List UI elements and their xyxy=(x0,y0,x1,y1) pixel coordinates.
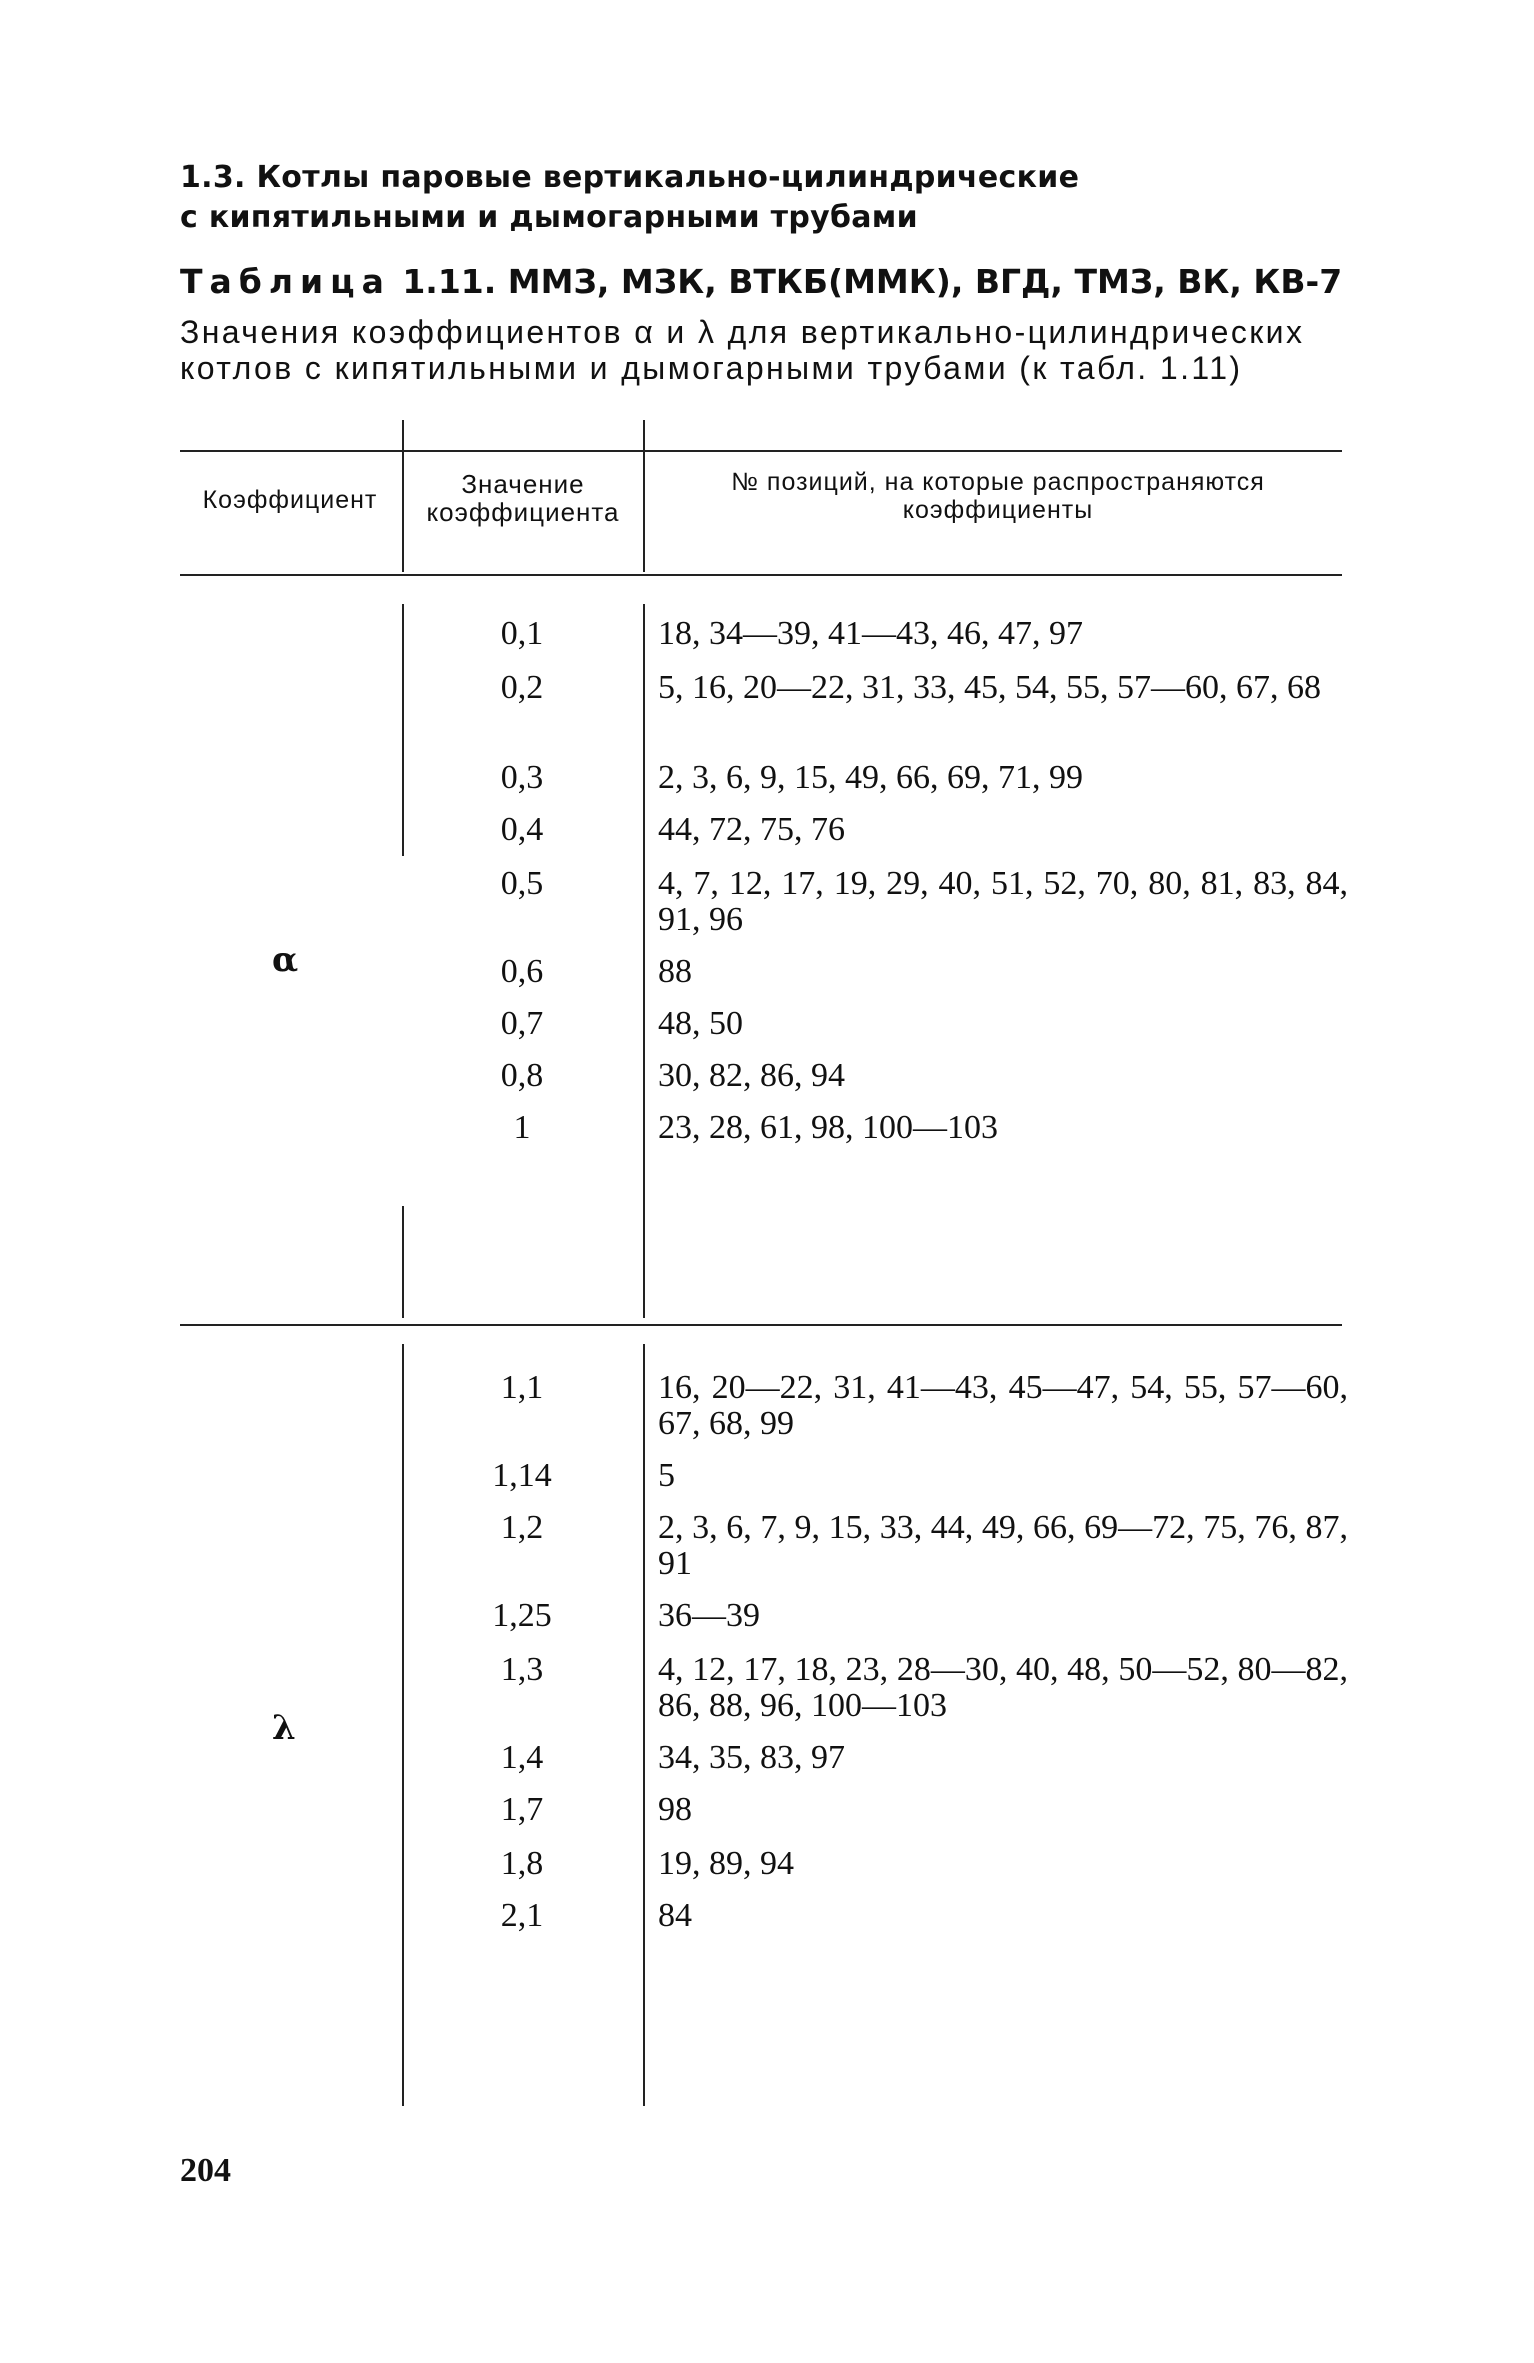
alpha-value-9: 1 xyxy=(513,1109,531,1146)
alpha-value-3: 0,3 xyxy=(500,759,544,796)
alpha-positions-4: 44, 72, 75, 76 xyxy=(658,811,845,848)
alpha-value-7: 0,7 xyxy=(500,1005,544,1042)
caption-line1: Значения коэффициентов α и λ для вертикально-цилиндрических xyxy=(180,314,1305,350)
alpha-positions-7: 48, 50 xyxy=(658,1005,743,1042)
lambda-value-2: 1,14 xyxy=(492,1457,552,1494)
header-bottom-rule xyxy=(180,574,1342,576)
alpha-value-2: 0,2 xyxy=(500,669,544,706)
lambda-value-3: 1,2 xyxy=(500,1509,544,1546)
lambda-divider-2 xyxy=(643,1344,645,2106)
table-caption xyxy=(180,314,1342,386)
alpha-value-6: 0,6 xyxy=(500,953,544,990)
alpha-value-8: 0,8 xyxy=(500,1057,544,1094)
header-positions xyxy=(648,468,1348,524)
header-coefficient: Коэффициент xyxy=(202,486,378,514)
lambda-positions-3: 2, 3, 6, 7, 9, 15, 33, 44, 49, 66, 69—72, 75, 76, 87, 91 xyxy=(658,1509,1348,1582)
alpha-positions-3: 2, 3, 6, 9, 15, 49, 66, 69, 71, 99 xyxy=(658,759,1083,796)
alpha-value-4: 0,4 xyxy=(500,811,544,848)
alpha-positions-1: 18, 34—39, 41—43, 46, 47, 97 xyxy=(658,615,1083,652)
lambda-positions-4: 36—39 xyxy=(658,1597,760,1634)
header-value xyxy=(404,470,642,526)
section-title-line1: 1.3. Котлы паровые вертикально-цилиндрические xyxy=(180,160,1080,195)
lambda-positions-1: 16, 20—22, 31, 41—43, 45—47, 54, 55, 57—60, 67, 68, 99 xyxy=(658,1369,1348,1442)
lambda-positions-5: 4, 12, 17, 18, 23, 28—30, 40, 48, 50—52, 80—82, 86, 88, 96, 100—103 xyxy=(658,1651,1348,1724)
lambda-positions-7: 98 xyxy=(658,1791,692,1828)
lambda-value-6: 1,4 xyxy=(500,1739,544,1776)
section-title-line2: с кипятильными и дымогарными трубами xyxy=(180,200,918,235)
lambda-positions-6: 34, 35, 83, 97 xyxy=(658,1739,845,1776)
table-title xyxy=(180,262,1342,302)
header-positions-line1: № позиций, на которые распространяются xyxy=(731,468,1265,496)
group-divider-rule xyxy=(180,1324,1342,1326)
alpha-value-1: 0,1 xyxy=(500,615,544,652)
lambda-value-7: 1,7 xyxy=(500,1791,544,1828)
lambda-symbol: λ xyxy=(272,1708,296,1748)
alpha-positions-8: 30, 82, 86, 94 xyxy=(658,1057,845,1094)
lambda-positions-2: 5 xyxy=(658,1457,675,1494)
header-value-line1: Значение xyxy=(461,469,585,499)
alpha-divider-1b xyxy=(402,1206,404,1318)
section-title xyxy=(180,158,1079,238)
table-top-rule xyxy=(180,450,1342,452)
page-number: 204 xyxy=(180,2152,231,2189)
caption-line2: котлов с кипятильными и дымогарными трубами (к табл. 1.11) xyxy=(180,350,1243,386)
header-positions-line2: коэффициенты xyxy=(902,496,1094,524)
alpha-positions-5: 4, 7, 12, 17, 19, 29, 40, 51, 52, 70, 80, 81, 83, 84, 91, 96 xyxy=(658,865,1348,938)
alpha-positions-9: 23, 28, 61, 98, 100—103 xyxy=(658,1109,998,1146)
lambda-value-1: 1,1 xyxy=(500,1369,544,1406)
header-divider-2 xyxy=(643,420,645,572)
lambda-value-4: 1,25 xyxy=(492,1597,552,1634)
header-value-line2: коэффициента xyxy=(426,497,620,527)
table-label: Таблица xyxy=(180,262,391,301)
lambda-value-5: 1,3 xyxy=(500,1651,544,1688)
alpha-positions-2: 5, 16, 20—22, 31, 33, 45, 54, 55, 57—60, 67, 68 xyxy=(658,669,1321,706)
lambda-positions-8: 19, 89, 94 xyxy=(658,1845,794,1882)
alpha-value-5: 0,5 xyxy=(500,865,544,902)
alpha-positions-6: 88 xyxy=(658,953,692,990)
alpha-divider-2 xyxy=(643,604,645,1318)
lambda-value-9: 2,1 xyxy=(500,1897,544,1934)
alpha-symbol: α xyxy=(272,940,299,980)
lambda-positions-9: 84 xyxy=(658,1897,692,1934)
lambda-value-8: 1,8 xyxy=(500,1845,544,1882)
table-number-models: 1.11. ММЗ, МЗК, ВТКБ(ММК), ВГД, ТМЗ, ВК, КВ-7 xyxy=(402,262,1343,301)
